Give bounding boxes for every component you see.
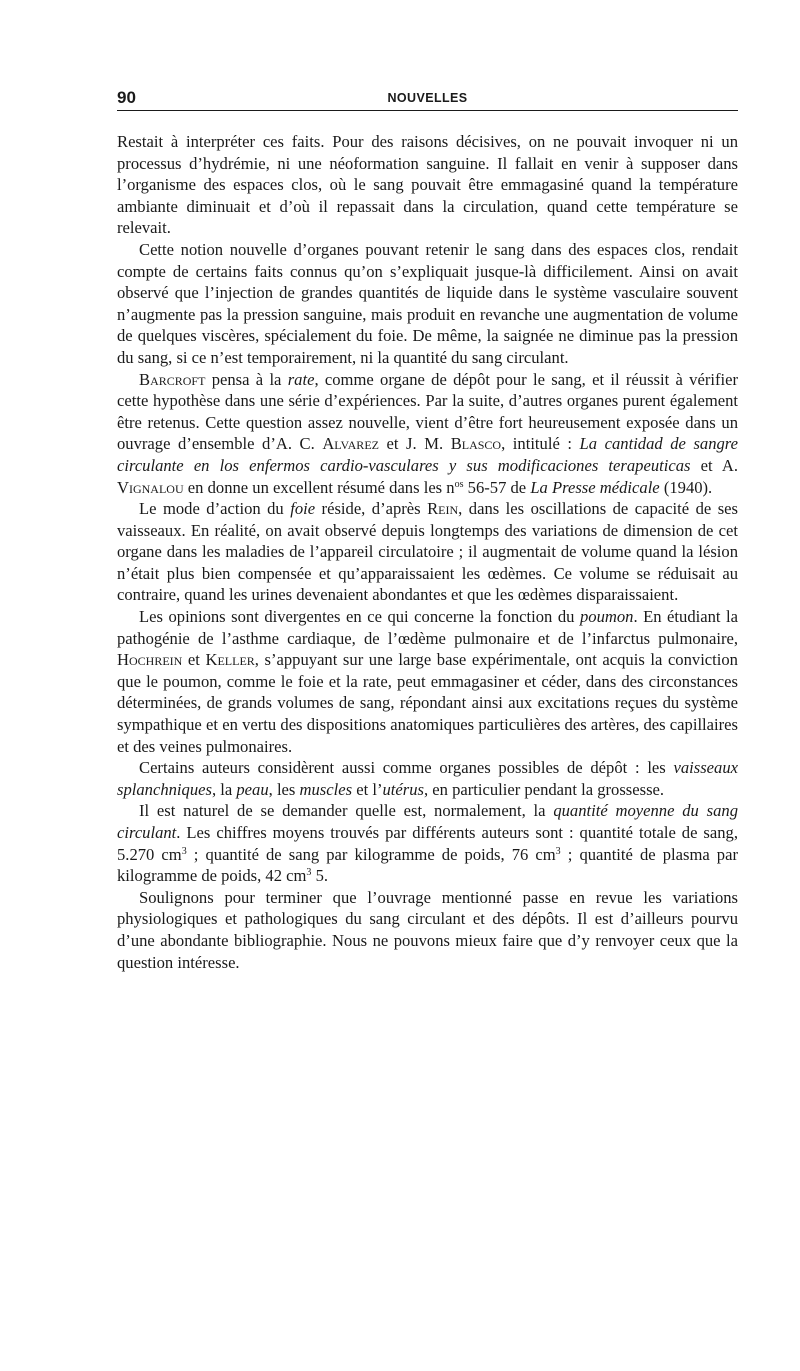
author-name: Barcroft [139, 369, 206, 389]
emphasis: vaisseaux splanchniques [117, 758, 738, 799]
author-name: Vignalou [117, 477, 184, 497]
emphasis: muscles [299, 779, 353, 799]
author-name: Keller [205, 650, 255, 670]
paragraph-7: Il est naturel de se demander quelle est, normalement, la quantité moyenne du sang circulant. Les chiffres moyens trouvés par différents auteurs sont : quantité totale de sang, 5.270 $cm^3$ ; quantité de sang par kilogramme de poids, 76 $cm^3$ ; quantité de plasma par kilogramme de poids, 42 $cm^3$ 5. [117, 801, 738, 886]
page [117, 86, 738, 973]
emphasis: peau [236, 779, 269, 799]
running-title: NOUVELLES [387, 91, 468, 105]
emphasis: utérus [382, 779, 424, 799]
superscript: 3 [181, 845, 187, 857]
author-name: Blasco [450, 434, 502, 454]
author-name: Alvarez [322, 434, 379, 454]
body-text [117, 131, 738, 973]
emphasis: foie [290, 499, 316, 519]
author-name: Hochrein [117, 650, 183, 670]
emphasis: rate [287, 369, 315, 389]
emphasis: poumon [579, 607, 634, 627]
book-title: La cantidad de sangre circulante en los enfermos cardio-vasculares y sus modificaciones terapeuticas [117, 434, 739, 475]
paragraph-6: Certains auteurs considèrent aussi comme organes possibles de dépôt : les vaisseaux splanchniques, la peau, les muscles et l’utérus, en particulier pendant la grossesse. [117, 758, 738, 799]
paragraph-3: Barcroft pensa à la rate, comme organe de dépôt pour le sang, et il réussit à vérifier cette hypothèse dans une série d’expériences. Par la suite, d’autres organes purent également être retenus. Cette question assez nouvelle, vient d’être fort heureusement exposée dans un ouvrage d’ensemble d’A. C. Alvarez et J. M. Blasco, intitulé : La cantidad de sangre circulante en los enfermos cardio-vasculares y sus modificaciones terapeuticas et A. Vignalou en donne un excellent résumé dans les $n^{os}$ 56-57 de La Presse médicale (1940). [117, 369, 739, 497]
superscript: 3 [555, 845, 561, 857]
journal-title: La Presse médicale [530, 477, 660, 497]
superscript: 3 [306, 867, 312, 879]
author-name: Rein [427, 499, 459, 519]
superscript: os [454, 478, 464, 490]
paragraph-4: Le mode d’action du foie réside, d’après Rein, dans les oscillations de capacité de ses vaisseaux. En réalité, on avait observé depuis longtemps des variations de dimension de cet organe dans les maladies de l’appareil circulatoire ; il augmentait de volume quand la lésion n’était plus bien compensée et qu’apparaissaient les œdèmes. Ce volume se réduisait au contraire, quand les urines devenaient abondantes et que les œdèmes disparaissaient. [117, 499, 738, 605]
emphasis: quantité moyenne du sang circulant [117, 801, 738, 842]
paragraph-8: Soulignons pour terminer que l’ouvrage mentionné passe en revue les variations physiologiques et pathologiques du sang circulant et des dépôts. Il est d’ailleurs pourvu d’une abondante bibliographie. Nous ne pouvons mieux faire que d’y renvoyer ceux que la question intéresse. [117, 887, 738, 972]
page-number: 90 [117, 88, 136, 107]
paragraph-2: Cette notion nouvelle d’organes pouvant retenir le sang dans des espaces clos, rendait compte de certains faits connus qu’on s’expliquait jusque-là difficilement. Ainsi on avait observé que l’injection de grandes quantités de liquide dans le système vasculaire souvent n’augmente pas la pression sanguine, mais produit en revanche une augmentation de volume de quelques viscères, spécialement du foie. De même, la saignée ne diminue pas la pression du sang, si ce n’est temporairement, ni la quantité du sang circulant. [117, 239, 738, 367]
paragraph-5: Les opinions sont divergentes en ce qui concerne la fonction du poumon. En étudiant la pathogénie de l’asthme cardiaque, de l’œdème pulmonaire et de l’infarctus pulmonaire, Hochrein et Keller, s’appuyant sur une large base expérimentale, ont acquis la conviction que le poumon, comme le foie et la rate, peut emmagasiner et céder, dans des circonstances déterminées, de grands volumes de sang, répondant ainsi aux excitations reçues du système sympathique et en vertu des dispositions anatomiques particulières des artères, des capillaires et des veines pulmonaires. [117, 607, 738, 756]
paragraph-1: Restait à interpréter ces faits. Pour des raisons décisives, on ne pouvait invoquer ni un processus d’hydrémie, ni une néoformation sanguine. Il fallait en venir à supposer dans l’organisme des espaces clos, où le sang pouvait être emmagasiné quand la température ambiante diminuait et d’où il repassait dans la circulation, quand cette température se relevait. [117, 132, 738, 238]
page-header [117, 86, 738, 111]
